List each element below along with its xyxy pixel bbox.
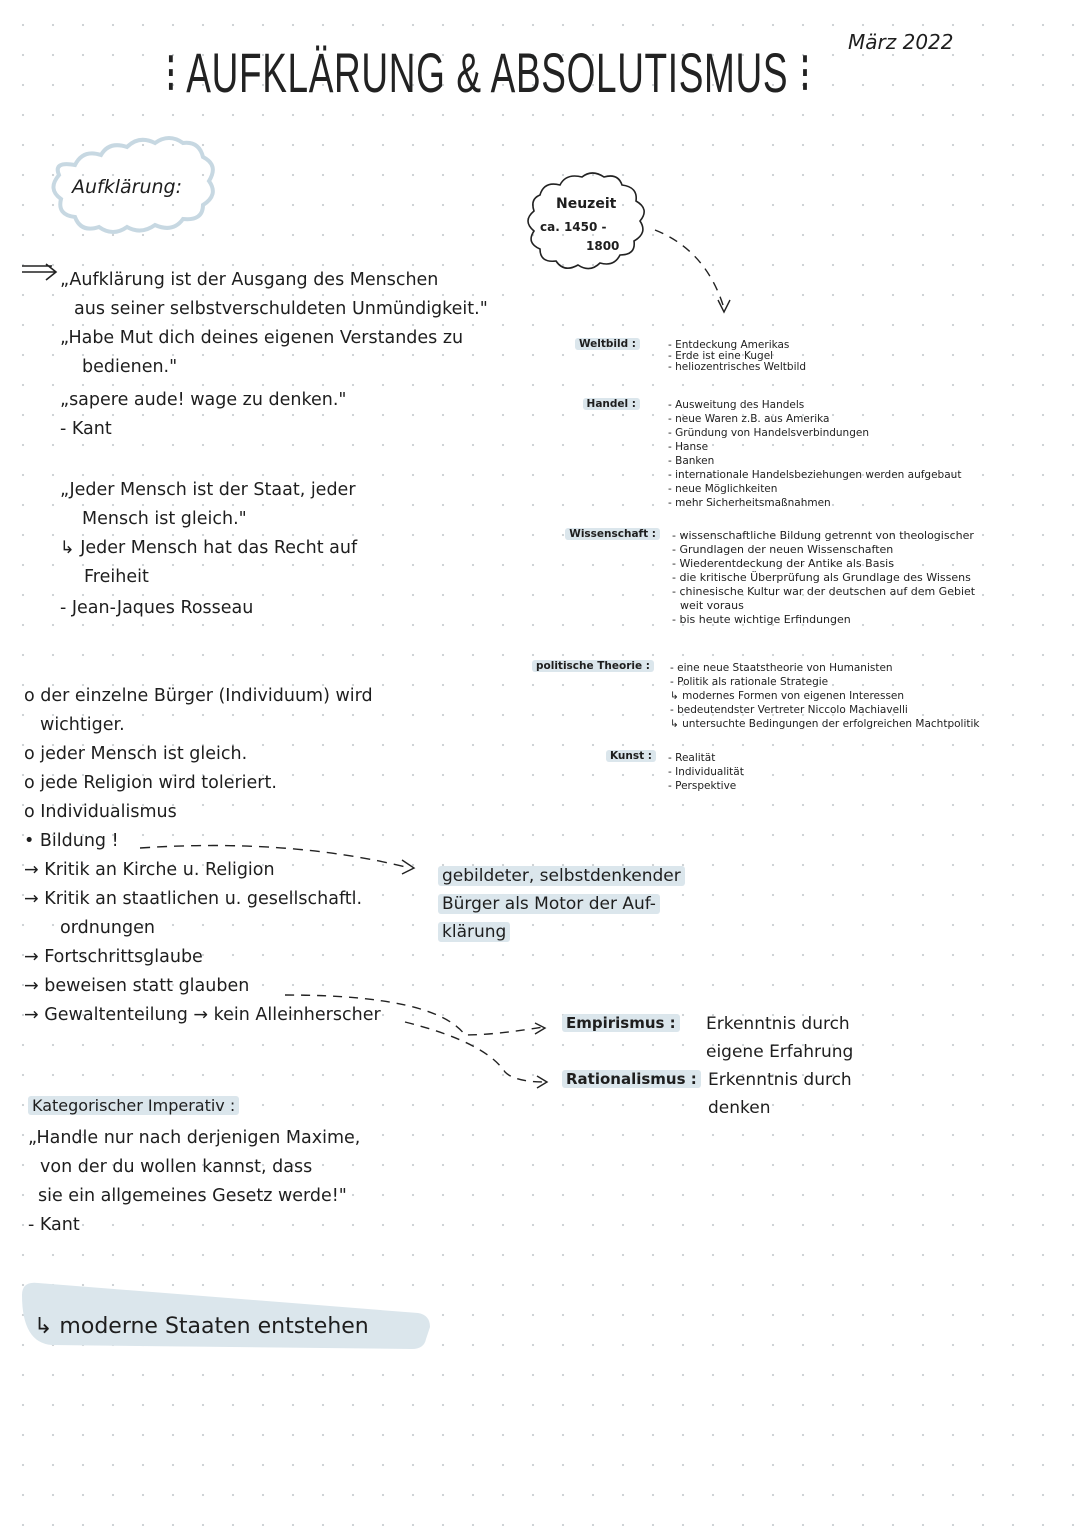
weltbild-key: Weltbild : (540, 338, 640, 350)
list-item: → Gewaltenteilung → kein Alleinherscher (24, 1005, 381, 1025)
wissenschaft-key: Wissenschaft : (520, 528, 660, 540)
list-item: → Kritik an staatlichen u. gesellschaftl. (24, 889, 363, 909)
list-item: - Realität (668, 752, 716, 764)
imperativ-key: Kategorischer Imperativ : (28, 1096, 239, 1115)
list-item: - wissenschaftliche Bildung getrennt von theologischer (672, 529, 974, 542)
list-item: - Grundlagen der neuen Wissenschaften (672, 543, 894, 556)
buerger-line: klärung (438, 922, 510, 942)
rationalismus-key: Rationalismus : (562, 1070, 701, 1088)
wissenschaft-list (672, 529, 975, 627)
kant-quote (60, 266, 488, 444)
list-item: - Entdeckung Amerikas (668, 339, 790, 351)
kant-quote-line: bedienen." (82, 357, 178, 377)
kant-quote-line: „Habe Mut dich deines eigenen Verstandes zu (60, 328, 464, 348)
cloud-neuzeit-end: 1800 (586, 239, 620, 253)
empirismus-line: eigene Erfahrung (706, 1042, 854, 1062)
list-item: - bedeutendster Vertreter Niccolo Machiavelli (670, 704, 908, 716)
list-item: - eine neue Staatstheorie von Humanisten (670, 662, 893, 674)
handel-key: Handel : (540, 398, 640, 410)
list-item: ↳ modernes Formen von eigenen Interessen (670, 690, 905, 702)
imperativ-line: sie ein allgemeines Gesetz werde!" (38, 1186, 347, 1206)
imperativ-author: - Kant (28, 1215, 80, 1235)
politische-theorie-key: politische Theorie : (520, 660, 654, 672)
imperativ-line: von der du wollen kannst, dass (40, 1157, 313, 1177)
list-item: - chinesische Kultur war der deutschen auf dem Gebiet (672, 585, 976, 598)
rousseau-quote-line: Freiheit (84, 567, 149, 587)
kant-quote-author: - Kant (60, 419, 112, 439)
buerger-line: Bürger als Motor der Auf- (438, 894, 660, 914)
aufklaerung-points (24, 682, 381, 1030)
list-item: - Banken (668, 455, 715, 467)
imperativ-line: „Handle nur nach derjenigen Maxime, (28, 1128, 361, 1148)
list-item: o jede Religion wird toleriert. (24, 773, 277, 793)
list-item: - Wiederentdeckung der Antike als Basis (672, 557, 894, 570)
list-item: - neue Waren z.B. aus Amerika (668, 413, 830, 425)
rationalismus-line: denken (708, 1098, 771, 1118)
imperativ-quote (28, 1124, 360, 1240)
kant-quote-line: aus seiner selbstverschuldeten Unmündigkeit." (74, 299, 488, 319)
weltbild-list (668, 340, 806, 373)
politische-theorie-list (670, 661, 979, 731)
kant-quote-line: „Aufklärung ist der Ausgang des Menschen (60, 270, 439, 290)
list-item: weit voraus (680, 599, 744, 612)
list-item: - die kritische Überprüfung als Grundlage des Wissens (672, 571, 971, 584)
list-item: o jeder Mensch ist gleich. (24, 744, 248, 764)
title-deco-right: ⁝ (799, 41, 812, 104)
kunst-key: Kunst : (560, 750, 656, 762)
rousseau-quote-author: - Jean-Jaques Rosseau (60, 598, 254, 618)
rousseau-quote-line: Mensch ist gleich." (82, 509, 247, 529)
list-item: - mehr Sicherheitsmaßnahmen (668, 497, 831, 509)
list-item: - bis heute wichtige Erfindungen (672, 613, 851, 626)
list-item: - Politik als rationale Strategie (670, 676, 829, 688)
list-item: o der einzelne Bürger (Individuum) wird (24, 686, 373, 706)
list-item: → Kritik an Kirche u. Religion (24, 860, 275, 880)
list-item: - internationale Handelsbeziehungen werden aufgebaut (668, 469, 962, 481)
list-item: - Erde ist eine Kugel (668, 350, 774, 362)
cloud-aufklaerung-label: Aufklärung: (72, 176, 183, 198)
list-item: ordnungen (60, 918, 155, 938)
cloud-neuzeit-title: Neuzeit (556, 196, 617, 212)
list-item: - Perspektive (668, 780, 737, 792)
date: März 2022 (848, 30, 954, 54)
empirismus-line: Erkenntnis durch (706, 1014, 850, 1034)
list-item: - Ausweitung des Handels (668, 399, 805, 411)
list-item: o Individualismus (24, 802, 177, 822)
buerger-note (438, 862, 685, 946)
rationalismus-line: Erkenntnis durch (708, 1070, 852, 1090)
rousseau-quote-line: „Jeder Mensch ist der Staat, jeder (60, 480, 356, 500)
page-title (165, 40, 811, 106)
empirismus-def (706, 1010, 853, 1066)
list-item: - heliozentrisches Weltbild (668, 361, 807, 373)
list-item: - Gründung von Handelsverbindungen (668, 427, 869, 439)
title-deco-left: ⁝ (165, 41, 178, 104)
buerger-line: gebildeter, selbstdenkender (438, 866, 685, 886)
list-item: - neue Möglichkeiten (668, 483, 778, 495)
result-text: ↳ moderne Staaten entstehen (34, 1314, 369, 1339)
kant-quote-line: „sapere aude! wage zu denken." (60, 390, 347, 410)
cloud-neuzeit-range: ca. 1450 - (540, 220, 607, 234)
title-text: AUFKLÄRUNG & ABSOLUTISMUS (186, 41, 789, 104)
rousseau-quote-line: ↳ Jeder Mensch hat das Recht auf (60, 538, 358, 558)
list-item: ↳ untersuchte Bedingungen der erfolgreichen Machtpolitik (670, 718, 980, 730)
handel-list (668, 398, 961, 510)
list-item: • Bildung ! (24, 831, 119, 851)
rationalismus-def (708, 1066, 852, 1122)
list-item: wichtiger. (40, 715, 125, 735)
rousseau-quote (60, 476, 357, 623)
empirismus-key: Empirismus : (562, 1014, 680, 1032)
list-item: → Fortschrittsglaube (24, 947, 203, 967)
list-item: → beweisen statt glauben (24, 976, 250, 996)
list-item: - Individualität (668, 766, 744, 778)
list-item: - Hanse (668, 441, 709, 453)
kunst-list (668, 751, 744, 793)
